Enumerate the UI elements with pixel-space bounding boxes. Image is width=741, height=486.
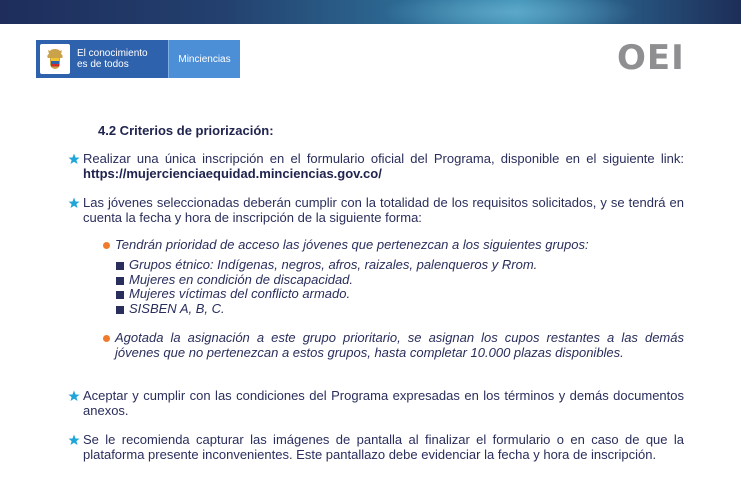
- sub-bullet-priority-text: Tendrán prioridad de acceso las jóvenes que pertenezcan a los siguientes grupos:: [115, 237, 589, 252]
- bullet-screenshot: [68, 433, 684, 462]
- star-icon: [68, 197, 80, 209]
- sub-bullet-remaining-text: Agotada la asignación a este grupo prioritario, se asignan los cupos restantes a las demás jóvenes que no pertenezcan a estos grupos, hasta completar 10.000 plazas disponibles.: [115, 330, 684, 360]
- sub-bullet-remaining: [103, 331, 684, 360]
- list-item-text: Grupos étnico: Indígenas, negros, afros, raizales, palenqueros y Rrom.: [129, 257, 538, 272]
- minciencias-logo: [36, 40, 240, 78]
- list-item-text: Mujeres víctimas del conflicto armado.: [129, 286, 351, 302]
- list-item: [116, 258, 676, 273]
- bullet-accept-terms-text: Aceptar y cumplir con las condiciones del Programa expresadas en los términos y demás documentos anexos.: [83, 388, 684, 418]
- sub-bullet-priority: [103, 238, 684, 253]
- square-icon: [116, 262, 124, 270]
- list-item-text: Mujeres en condición de discapacidad.: [129, 271, 354, 287]
- logo-main-block: [36, 40, 168, 78]
- star-icon: [68, 390, 80, 402]
- logo-sub-label: Minciencias: [168, 40, 240, 78]
- bullet-inscription-text: Realizar una única inscripción en el formulario oficial del Programa, disponible en el siguiente link:: [83, 151, 684, 166]
- top-banner: [0, 0, 741, 24]
- logo-text: [77, 48, 157, 70]
- oei-logo: OEI: [617, 38, 685, 78]
- square-icon: [116, 306, 124, 314]
- list-item-text: SISBEN A, B, C.: [129, 300, 225, 316]
- logo-line1: El conocimiento: [77, 48, 148, 59]
- dot-icon: [103, 242, 110, 249]
- list-item: [116, 273, 676, 288]
- bullet-screenshot-text: Se le recomienda capturar las imágenes de pantalla al finalizar el formulario o en caso de que la plataforma presente inconvenientes. Este pantallazo debe evidenciar la fecha y hora de inscripción.: [83, 432, 684, 462]
- square-icon: [116, 277, 124, 285]
- list-item: [116, 287, 676, 302]
- star-icon: [68, 434, 80, 446]
- section-heading: 4.2 Criterios de priorización:: [98, 123, 274, 138]
- bullet-inscription: [68, 152, 684, 181]
- priority-groups-list: [116, 258, 676, 316]
- bullet-requirements: [68, 196, 684, 225]
- list-item: [116, 302, 676, 317]
- dot-icon: [103, 335, 110, 342]
- star-icon: [68, 153, 80, 165]
- square-icon: [116, 291, 124, 299]
- bullet-accept-terms: [68, 389, 684, 418]
- bullet-requirements-text: Las jóvenes seleccionadas deberán cumplir con la totalidad de los requisitos solicitados, y se tendrá en cuenta la fecha y hora de inscripción de la siguiente forma:: [83, 195, 684, 225]
- program-link[interactable]: https://mujercienciaequidad.minciencias.gov.co/: [83, 165, 382, 181]
- logo-line2: es de todos: [77, 59, 129, 70]
- coat-of-arms-icon: [40, 44, 70, 74]
